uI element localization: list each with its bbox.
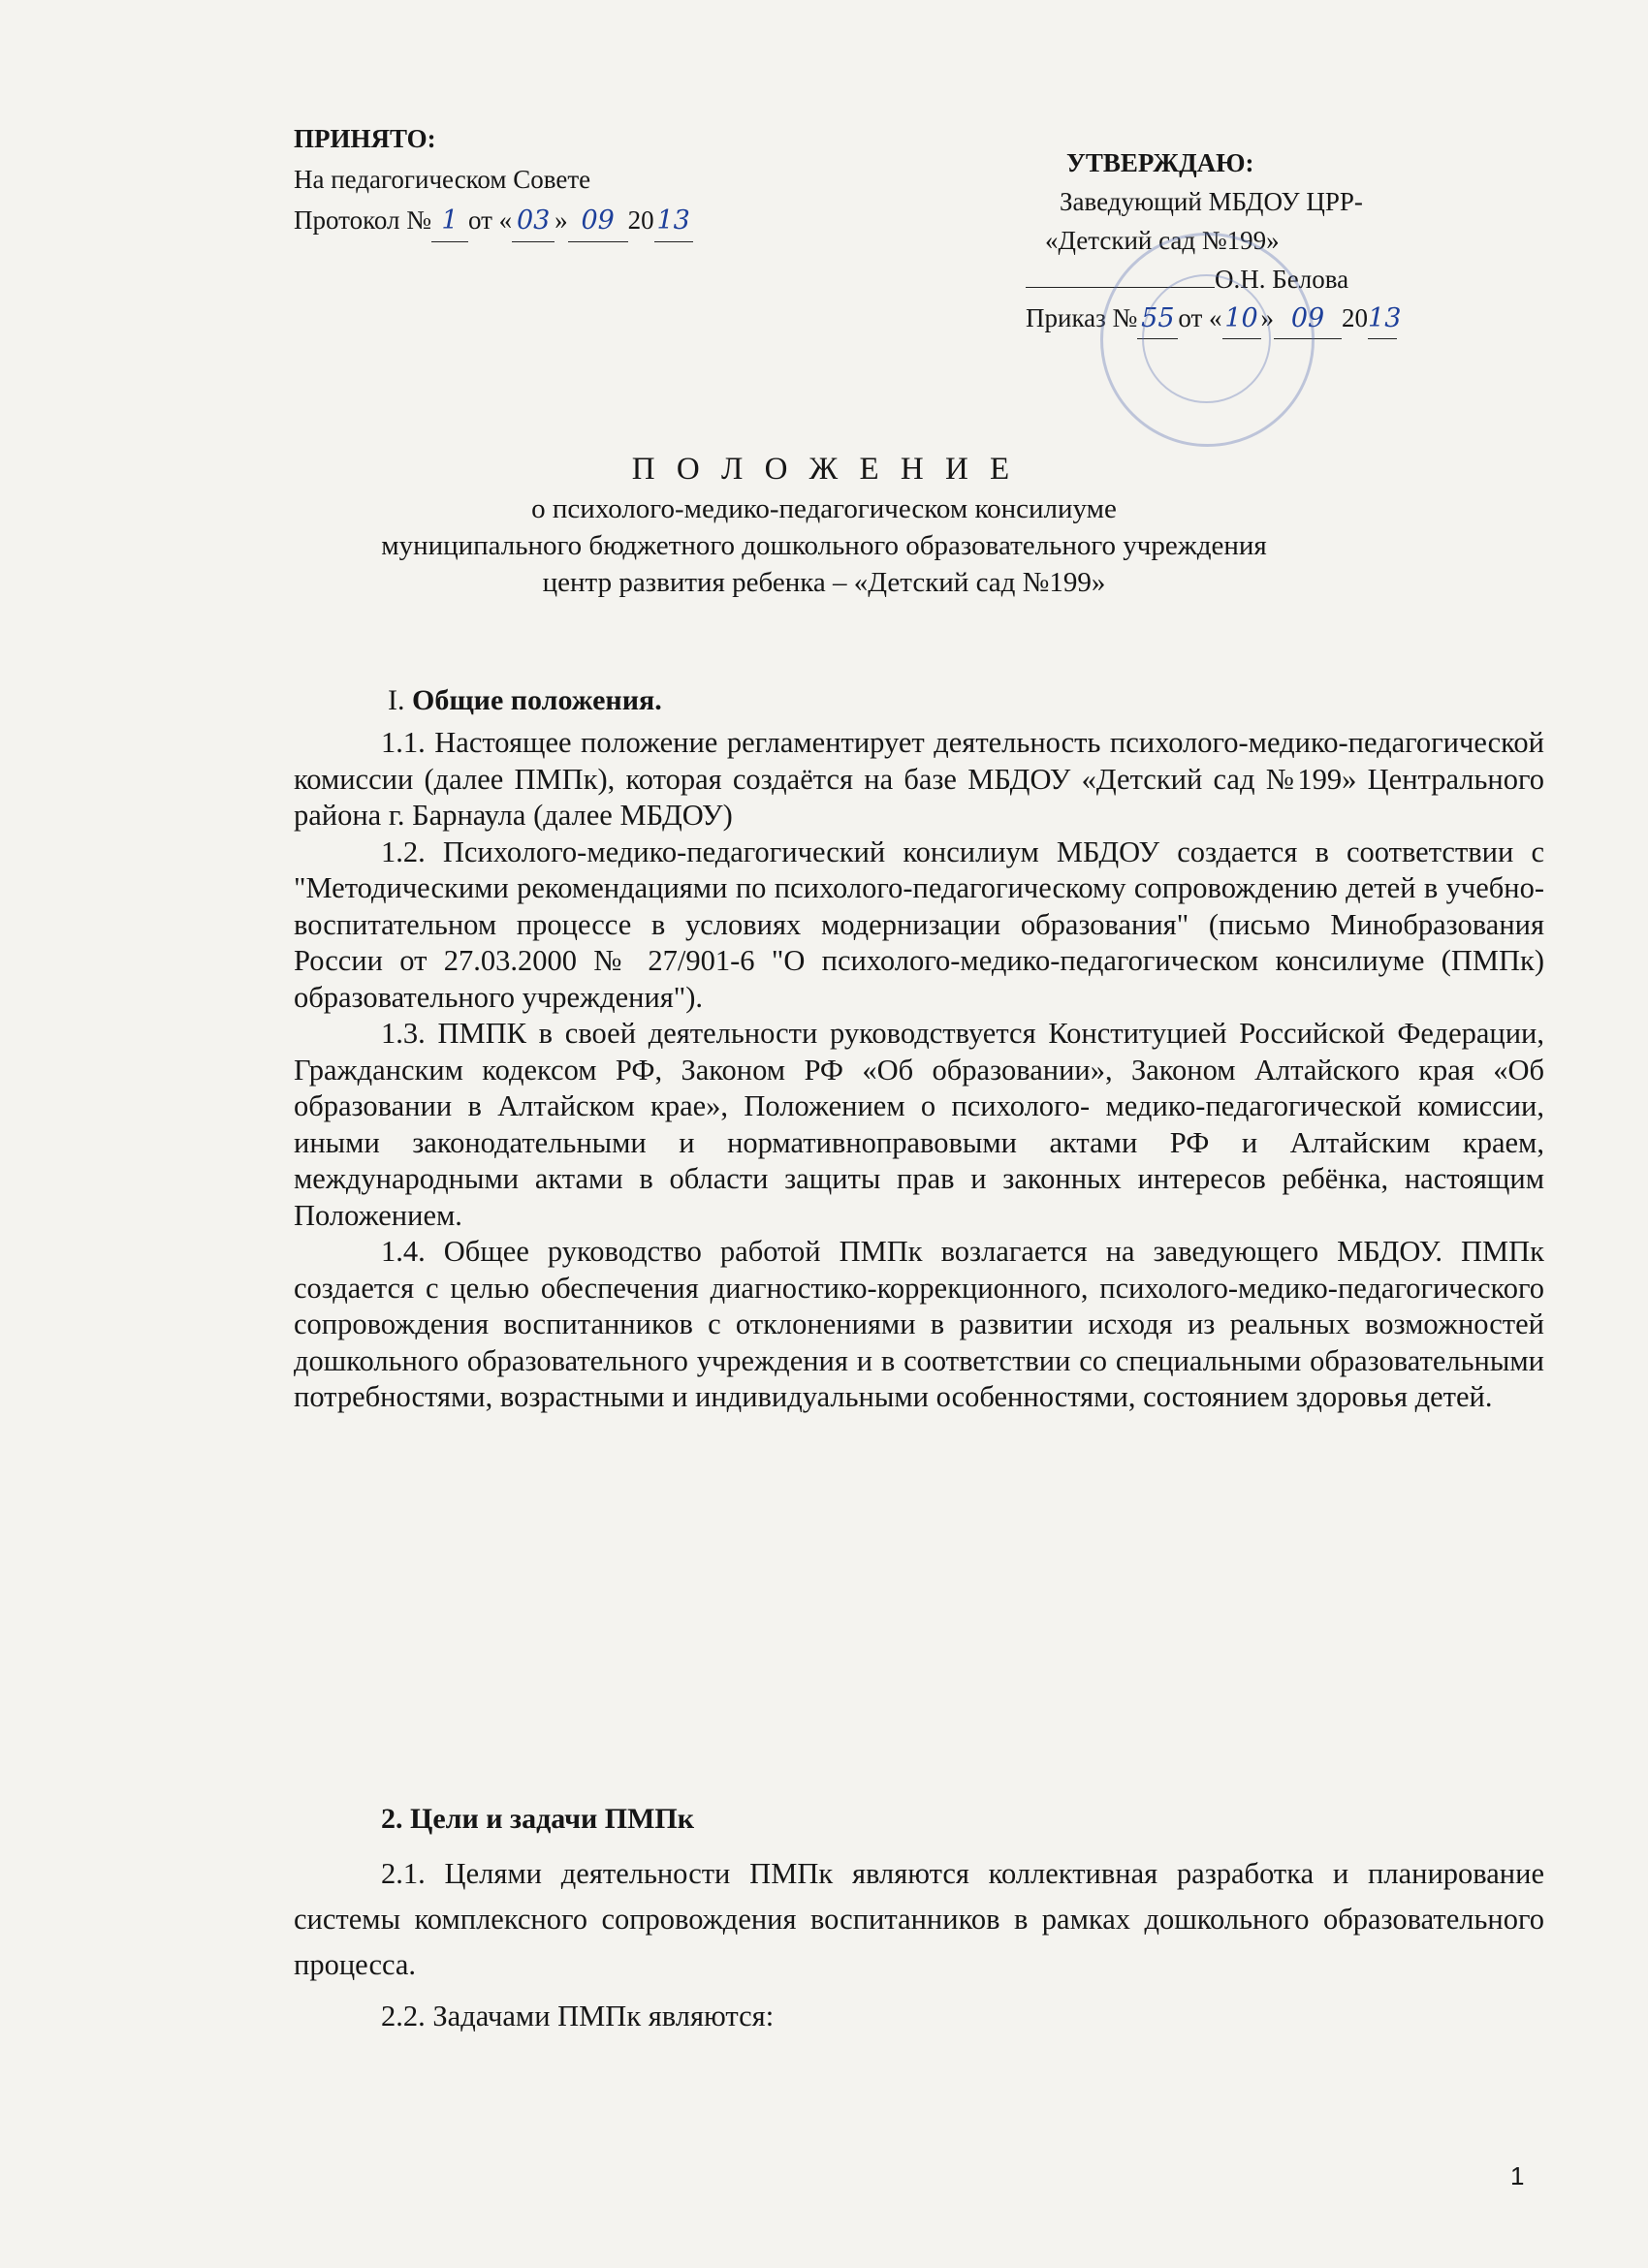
- paragraph-2-2: 2.2. Задачами ПМПк являются:: [381, 2000, 775, 2032]
- section-1-body: [294, 725, 1544, 1416]
- section-1-title: Общие положения.: [412, 684, 662, 716]
- paragraph-1-3: 1.3. ПМПК в своей деятельности руководствуется Конституцией Российской Федерации, Гражданским кодексом РФ, Законом РФ «Об образовании», Законом Алтайского края «Об образовании в Алтайском крае», Положением о психолого- медико-педагогической комиссии, иными законодательными и нормативноправовыми актами РФ и Алтайским краем, международными актами в области защиты прав и законных интересов ребёнка, настоящим Положением.: [294, 1017, 1544, 1232]
- approved-signatory: О.Н. Белова: [1215, 265, 1349, 294]
- section-2-heading: [381, 1803, 694, 1836]
- protocol-day-handwritten: 03: [512, 201, 555, 242]
- approved-title: УТВЕРЖДАЮ:: [1066, 148, 1254, 177]
- paragraph-1-1: 1.1. Настоящее положение регламентирует деятельность психолого-медико-педагогической комиссии (далее ПМПк), которая создаётся на базе МБДОУ «Детский сад №199» Центрального района г. Барнаула (далее МБДОУ): [294, 726, 1544, 832]
- order-number-handwritten: 55: [1137, 299, 1178, 339]
- document-title-block: [242, 448, 1406, 601]
- protocol-prefix: Протокол №: [294, 205, 431, 235]
- document-subtitle-1: о психолого-медико-педагогическом консилиуме: [531, 493, 1117, 524]
- order-year-handwritten: 13: [1368, 299, 1397, 339]
- paragraph-1-2: 1.2. Психолого-медико-педагогический консилиум МБДОУ создается в соответствии с "Методическими рекомендациями по психолого-педагогическому сопровождению детей в учебно-воспитательном процессе в условиях модернизации образования" (письмо Минобразования России от 27.03.2000 № 27/901-6 "О психолого-медико-педагогическом консилиуме (ПМПк) образовательного учреждения").: [294, 835, 1544, 1014]
- protocol-month-sep: »: [555, 205, 568, 235]
- section-1-heading: [388, 684, 662, 717]
- section-2-title: 2. Цели и задачи ПМПк: [381, 1803, 695, 1835]
- paragraph-1-4: 1.4. Общее руководство работой ПМПк возлагается на заведующего МБДОУ. ПМПк создается с целью обеспечения диагностико-коррекционного, психолого-медико-педагогического сопровождения воспитанников с отклонениями в развитии исходя из реальных возможностей дошкольного образовательного учреждения и в соответствии со специальными образовательными потребностями, возрастными и индивидуальными особенностями, состоянием здоровья детей.: [294, 1235, 1544, 1413]
- accepted-title: ПРИНЯТО:: [294, 124, 436, 153]
- page-number: 1: [1510, 2161, 1525, 2190]
- protocol-year-handwritten: 13: [654, 201, 693, 242]
- protocol-year-prefix: 20: [627, 205, 654, 235]
- section-1-number: I.: [388, 684, 412, 716]
- accepted-protocol-line: [294, 200, 693, 242]
- order-month-sep: »: [1260, 303, 1275, 332]
- accepted-council-line: На педагогическом Совете: [294, 165, 591, 194]
- protocol-number-handwritten: 1: [431, 201, 468, 242]
- protocol-from-prefix: от «: [467, 205, 513, 235]
- document-subtitle-3: центр развития ребенка – «Детский сад №199»: [542, 567, 1106, 598]
- stamp-inner-ring: [1142, 274, 1271, 403]
- order-day-handwritten: 10: [1222, 299, 1261, 339]
- order-from-prefix: от «: [1178, 303, 1222, 332]
- order-year-prefix: 20: [1342, 303, 1369, 332]
- document-title: П О Л О Ж Е Н И Е: [631, 452, 1017, 487]
- order-month-handwritten: 09: [1274, 299, 1342, 339]
- approved-position-line: Заведующий МБДОУ ЦРР-: [1060, 187, 1363, 216]
- document-subtitle-2: муниципального бюджетного дошкольного образовательного учреждения: [381, 530, 1267, 561]
- section-2-body: [294, 1851, 1544, 2039]
- accepted-block: [294, 118, 693, 242]
- protocol-month-handwritten: 09: [568, 201, 628, 242]
- paragraph-2-1: 2.1. Целями деятельности ПМПк являются коллективная разработка и планирование системы комплексного сопровождения воспитанников в рамках дошкольного образовательного процесса.: [294, 1857, 1544, 1981]
- approved-institution-line: «Детский сад №199»: [1045, 226, 1280, 255]
- order-prefix: Приказ №: [1026, 303, 1138, 332]
- round-stamp: [1100, 233, 1315, 447]
